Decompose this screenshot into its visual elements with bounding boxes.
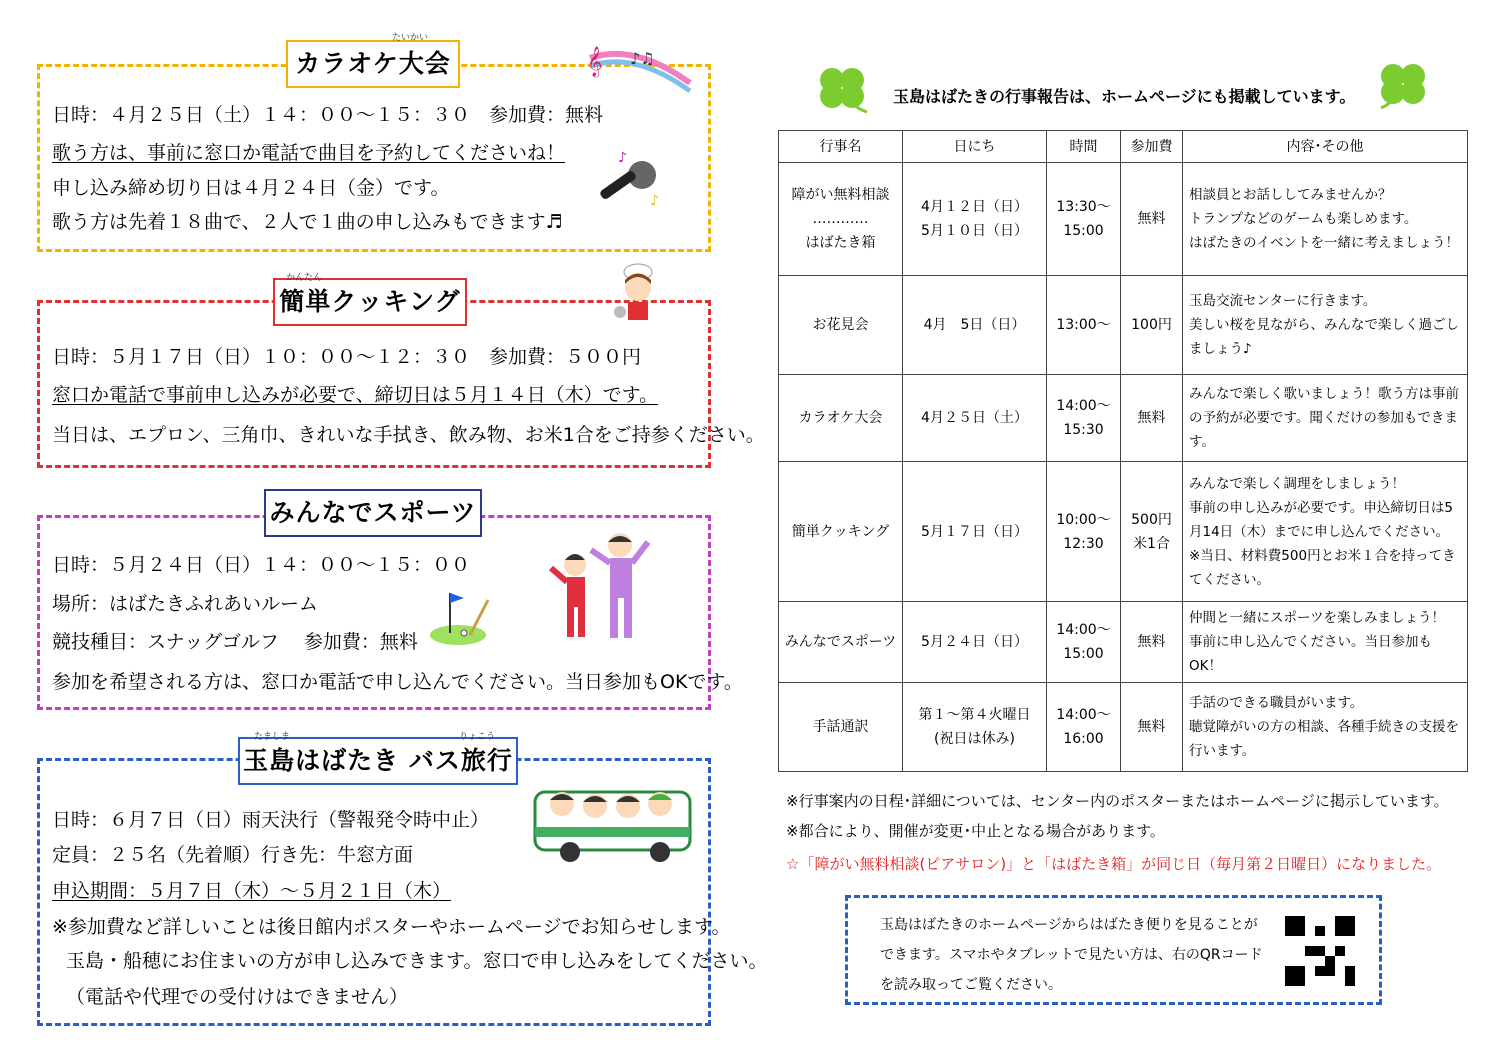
schedule-cell-time: 13:30～ 15:00 [1047,163,1121,276]
cooking-line-2 [52,383,658,407]
schedule-cell-date: 第１～第４火曜日 (祝日は休み) [903,682,1047,771]
homepage-notice: 玉島はばたきの行事報告は、ホームページにも掲載しています。 [893,87,1356,106]
schedule-cell-content: 玉島交流センターに行きます。 美しい桜を見ながら、みんなで楽しく過ごしましょう♪ [1183,276,1468,375]
schedule-cell-date: 5月２４日（日） [903,602,1047,683]
sports-line-1: 日時：５月２４日（日）１４：００～１５：００ [52,554,471,576]
bus-title-ruby-left: たましま [254,732,291,742]
schedule-cell-time: 13:00～ [1047,276,1121,375]
svg-text:𝄞: 𝄞 [587,47,603,77]
svg-text:♪♫: ♪♫ [630,49,655,68]
schedule-table [778,130,1468,772]
schedule-cell-content: みんなで楽しく歌いましょう！歌う方は事前の予約が必要です。聞くだけの参加もできます。 [1183,375,1468,462]
schedule-row [779,462,1468,602]
karaoke-line-1: 日時：４月２５日（土）１４：００～１５：３０ 参加費：無料 [52,104,604,126]
schedule-cell-time: 14:00～ 16:00 [1047,682,1121,771]
cooking-title-text: 簡単クッキング [279,287,461,316]
schedule-cell-content: 手話のできる職員がいます。 聴覚障がいの方の相談、各種手続きの支援を行います。 [1183,682,1468,771]
col-header-fee: 参加費 [1121,131,1183,163]
qr-text-2: できます。スマホやタブレットで見たい方は、右のQRコード [880,947,1263,963]
bus-line-2: 定員：２５名（先着順）行き先：牛窓方面 [52,844,414,866]
bus-title-ruby-right: りょこう [459,732,496,742]
col-header-time: 時間 [1047,131,1121,163]
svg-text:♪: ♪ [618,150,627,166]
schedule-cell-fee: 無料 [1121,163,1183,276]
schedule-cell-name: 簡単クッキング [779,462,903,602]
schedule-cell-fee: 無料 [1121,682,1183,771]
qr-text-3: を読み取ってご覧ください。 [880,977,1062,993]
qr-text-1: 玉島はばたきのホームページからはばたき便りを見ることが [880,917,1258,933]
qr-code-icon[interactable] [1285,916,1355,986]
svg-text:♪: ♪ [650,193,659,209]
karaoke-title-text: カラオケ大会 [295,49,451,78]
schedule-cell-time: 14:00～ 15:30 [1047,375,1121,462]
note-line-1: ※行事案内の日程･詳細については、センター内のポスターまたはホームページに掲示しています。 [786,792,1449,810]
bus-title [238,737,518,785]
schedule-row [779,163,1468,276]
schedule-cell-content: みんなで楽しく調理をしましょう！ 事前の申し込みが必要です。申込締切日は5月14日（木）までに申し込んでください。 ※当日、材料費500円とお米１合を持ってきてください。 [1183,462,1468,602]
cooking-line-2-text: 窓口か電話で事前申し込みが必要で、締切日は５月１４日（木）です。 [52,384,659,406]
schedule-cell-time: 10:00～ 12:30 [1047,462,1121,602]
col-header-date: 日にち [903,131,1047,163]
golf-icon [428,585,498,647]
schedule-cell-fee: 500円 米1合 [1121,462,1183,602]
clover-icon-left [812,62,874,114]
bus-line-1: 日時：６月７日（日）雨天決行（警報発令時中止） [52,809,490,831]
cooking-title [273,278,467,326]
sports-line-4: 参加を希望される方は、窓口か電話で申し込んでください。当日参加もOKです。 [52,671,743,693]
cooking-line-3: 当日は、エプロン、三角巾、きれいな手拭き、飲み物、お米1合をご持参ください。 [52,424,765,446]
sports-title-text: みんなでスポーツ [269,498,477,527]
schedule-row [779,682,1468,771]
clover-icon-right [1373,58,1435,110]
sports-title [264,489,482,537]
cooking-line-1: 日時：５月１７日（日）１０：００～１２：３０ 参加費：５００円 [52,346,642,368]
schedule-cell-fee: 無料 [1121,602,1183,683]
schedule-cell-fee: 100円 [1121,276,1183,375]
bus-line-6: （電話や代理での受付けはできません） [66,986,409,1008]
karaoke-title [286,40,460,88]
bus-title-text: 玉島はばたき バス旅行 [243,746,513,775]
note-line-2: ※都合により、開催が変更･中止となる場合があります。 [786,822,1165,840]
cooking-title-ruby: かんたん [286,273,323,283]
exercise-people-icon [543,530,668,645]
karaoke-title-ruby: たいかい [392,33,429,43]
sports-line-3: 競技種目：スナッグゴルフ 参加費：無料 [52,631,418,653]
bus-line-4: ※参加費など詳しいことは後日館内ポスターやホームページでお知らせします。 [52,916,731,938]
col-header-content: 内容･その他 [1183,131,1468,163]
schedule-row [779,375,1468,462]
bus-icon [530,782,695,867]
bus-line-3: 申込期間：５月７日（木）～５月２１日（木） [52,880,452,902]
sports-line-2: 場所：はばたきふれあいルーム [52,593,319,615]
music-notes-icon [585,38,695,98]
schedule-cell-time: 14:00～ 15:00 [1047,602,1121,683]
karaoke-line-3: 申し込み締め切り日は４月２４日（金）です。 [52,177,450,199]
schedule-row [779,602,1468,683]
col-header-event: 行事名 [779,131,903,163]
schedule-cell-name: 障がい無料相談 ………… はばたき箱 [779,163,903,276]
schedule-cell-date: 5月１７日（日） [903,462,1047,602]
schedule-cell-date: 4月 5日（日） [903,276,1047,375]
karaoke-line-2: 歌う方は、事前に窓口か電話で曲目を予約してくださいね！ [52,142,566,164]
note-line-3: ☆「障がい無料相談(ピアサロン)」と「はばたき箱」が同じ日（毎月第２日曜日）になりました。 [786,855,1442,873]
schedule-cell-name: みんなでスポーツ [779,602,903,683]
microphone-icon [590,150,665,215]
qr-info-box [845,895,1382,1005]
schedule-cell-fee: 無料 [1121,375,1183,462]
schedule-cell-name: お花見会 [779,276,903,375]
schedule-cell-date: 4月２５日（土） [903,375,1047,462]
chef-girl-icon [608,262,670,324]
schedule-cell-content: 仲間と一緒にスポーツを楽しみましょう！ 事前に申し込んでください。当日参加もOK！ [1183,602,1468,683]
schedule-cell-content: 相談員とお話ししてみませんか？ トランプなどのゲームも楽しめます。 はばたきのイベントを一緒に考えましょう！ [1183,163,1468,276]
schedule-cell-name: カラオケ大会 [779,375,903,462]
karaoke-line-4: 歌う方は先着１８曲で、２人で１曲の申し込みもできます♬ [52,211,563,233]
schedule-cell-name: 手話通訳 [779,682,903,771]
schedule-row [779,276,1468,375]
schedule-cell-date: 4月１２日（日） 5月１０日（日） [903,163,1047,276]
bus-line-5: 玉島・船穂にお住まいの方が申し込みできます。窓口で申し込みをしてください。 [66,950,768,972]
